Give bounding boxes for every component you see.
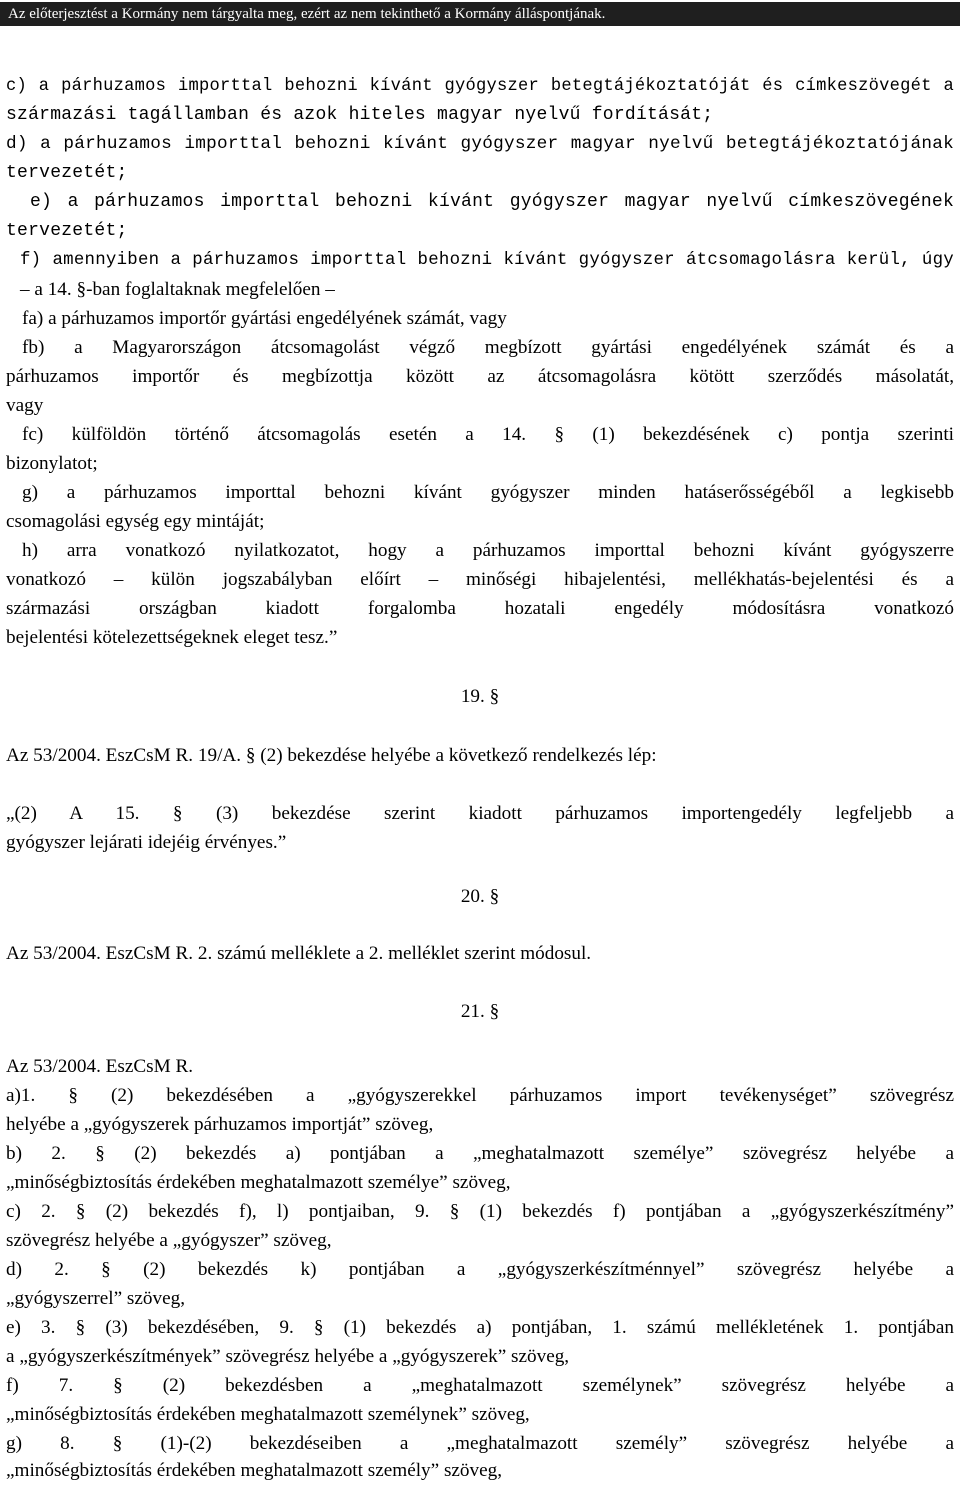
section-heading-19: 19. §: [460, 686, 500, 707]
text-line: h) arra vonatkozó nyilatkozatot, hogy a párhuzamos importtal behozni kívánt gyógyszerre: [22, 540, 954, 561]
text-line: tervezetét;: [6, 221, 128, 241]
text-line: Az 53/2004. EszCsM R. 19/A. § (2) bekezdése helyébe a következő rendelkezés lép:: [6, 745, 657, 766]
text-line: bejelentési kötelezettségeknek eleget tesz.”: [6, 627, 338, 648]
text-line: párhuzamos importőr és megbízottja között az átcsomagolásra kötött szerződés másolatát,: [6, 366, 954, 387]
text-line: származási tagállamban és azok hiteles magyar nyelvű fordítását;: [6, 105, 714, 125]
text-line: d) 2. § (2) bekezdés k) pontjában a „gyógyszerkészítménnyel” szövegrész helyébe a: [6, 1259, 954, 1280]
text-line: csomagolási egység egy mintáját;: [6, 511, 265, 532]
text-line: vonatkozó – külön jogszabályban előírt – minőségi hibajelentési, mellékhatás-bejelentési és a: [6, 569, 954, 590]
text-line: a)1. § (2) bekezdésében a „gyógyszerekkel párhuzamos import tevékenységet” szövegrész: [6, 1085, 954, 1106]
text-line: e) 3. § (3) bekezdésében, 9. § (1) bekezdés a) pontjában, 1. számú mellékletének 1. pontjában: [6, 1317, 954, 1338]
text-line: „(2) A 15. § (3) bekezdése szerint kiadott párhuzamos importengedély legfeljebb a: [6, 803, 954, 824]
text-line: fb) a Magyarországon átcsomagolást végző megbízott gyártási engedélyének számát és a: [22, 337, 954, 358]
page-header-notice: Az előterjesztést a Kormány nem tárgyalta meg, ezért az nem tekinthető a Kormány álláspontjának.: [0, 2, 960, 26]
text-line: g) a párhuzamos importtal behozni kívánt gyógyszer minden hatáserősségéből a legkisebb: [22, 482, 954, 503]
text-line: fc) külföldön történő átcsomagolás esetén a 14. § (1) bekezdésének c) pontja szerinti: [22, 424, 954, 445]
text-line: Az 53/2004. EszCsM R.: [6, 1056, 194, 1077]
text-line: Az 53/2004. EszCsM R. 2. számú melléklete a 2. melléklet szerint módosul.: [6, 943, 592, 964]
text-line: fa) a párhuzamos importőr gyártási engedélyének számát, vagy: [22, 308, 507, 329]
text-line: „gyógyszerrel” szöveg,: [6, 1288, 186, 1309]
text-line: f) amennyiben a párhuzamos importtal behozni kívánt gyógyszer átcsomagolásra kerül, úgy: [20, 251, 954, 270]
text-line: helyébe a „gyógyszerek párhuzamos importját” szöveg,: [6, 1114, 434, 1135]
text-line: – a 14. §-ban foglaltaknak megfelelően –: [20, 279, 335, 300]
text-line: e) a párhuzamos importtal behozni kívánt gyógyszer magyar nyelvű címkeszövegének: [30, 192, 954, 212]
text-line: „minőségbiztosítás érdekében meghatalmazott személy” szöveg,: [6, 1460, 503, 1481]
text-line: g) 8. § (1)-(2) bekezdéseiben a „meghatalmazott személy” szövegrész helyébe a: [6, 1433, 954, 1454]
text-line: tervezetét;: [6, 163, 128, 183]
text-line: származási országban kiadott forgalomba hozatali engedély módosításra vonatkozó: [6, 598, 954, 619]
text-line: bizonylatot;: [6, 453, 98, 474]
text-line: vagy: [6, 395, 44, 416]
section-heading-21: 21. §: [460, 1001, 500, 1022]
section-heading-20: 20. §: [460, 886, 500, 907]
text-line: c) a párhuzamos importtal behozni kívánt gyógyszer betegtájékoztatóját és címkeszövegét a: [6, 77, 954, 96]
text-line: szövegrész helyébe a „gyógyszer” szöveg,: [6, 1230, 332, 1251]
text-line: d) a párhuzamos importtal behozni kívánt gyógyszer magyar nyelvű betegtájékoztatójának: [6, 134, 954, 154]
text-line: „minőségbiztosítás érdekében meghatalmazott személynek” szöveg,: [6, 1404, 530, 1425]
text-line: gyógyszer lejárati idejéig érvényes.”: [6, 832, 287, 853]
text-line: b) 2. § (2) bekezdés a) pontjában a „meghatalmazott személye” szövegrész helyébe a: [6, 1143, 954, 1164]
text-line: „minőségbiztosítás érdekében meghatalmazott személye” szöveg,: [6, 1172, 511, 1193]
text-line: f) 7. § (2) bekezdésben a „meghatalmazott személynek” szövegrész helyébe a: [6, 1375, 954, 1396]
text-line: a „gyógyszerkészítmények” szövegrész helyébe a „gyógyszerek” szöveg,: [6, 1346, 570, 1367]
text-line: c) 2. § (2) bekezdés f), l) pontjaiban, 9. § (1) bekezdés f) pontjában a „gyógyszerkészítmény”: [6, 1201, 954, 1222]
